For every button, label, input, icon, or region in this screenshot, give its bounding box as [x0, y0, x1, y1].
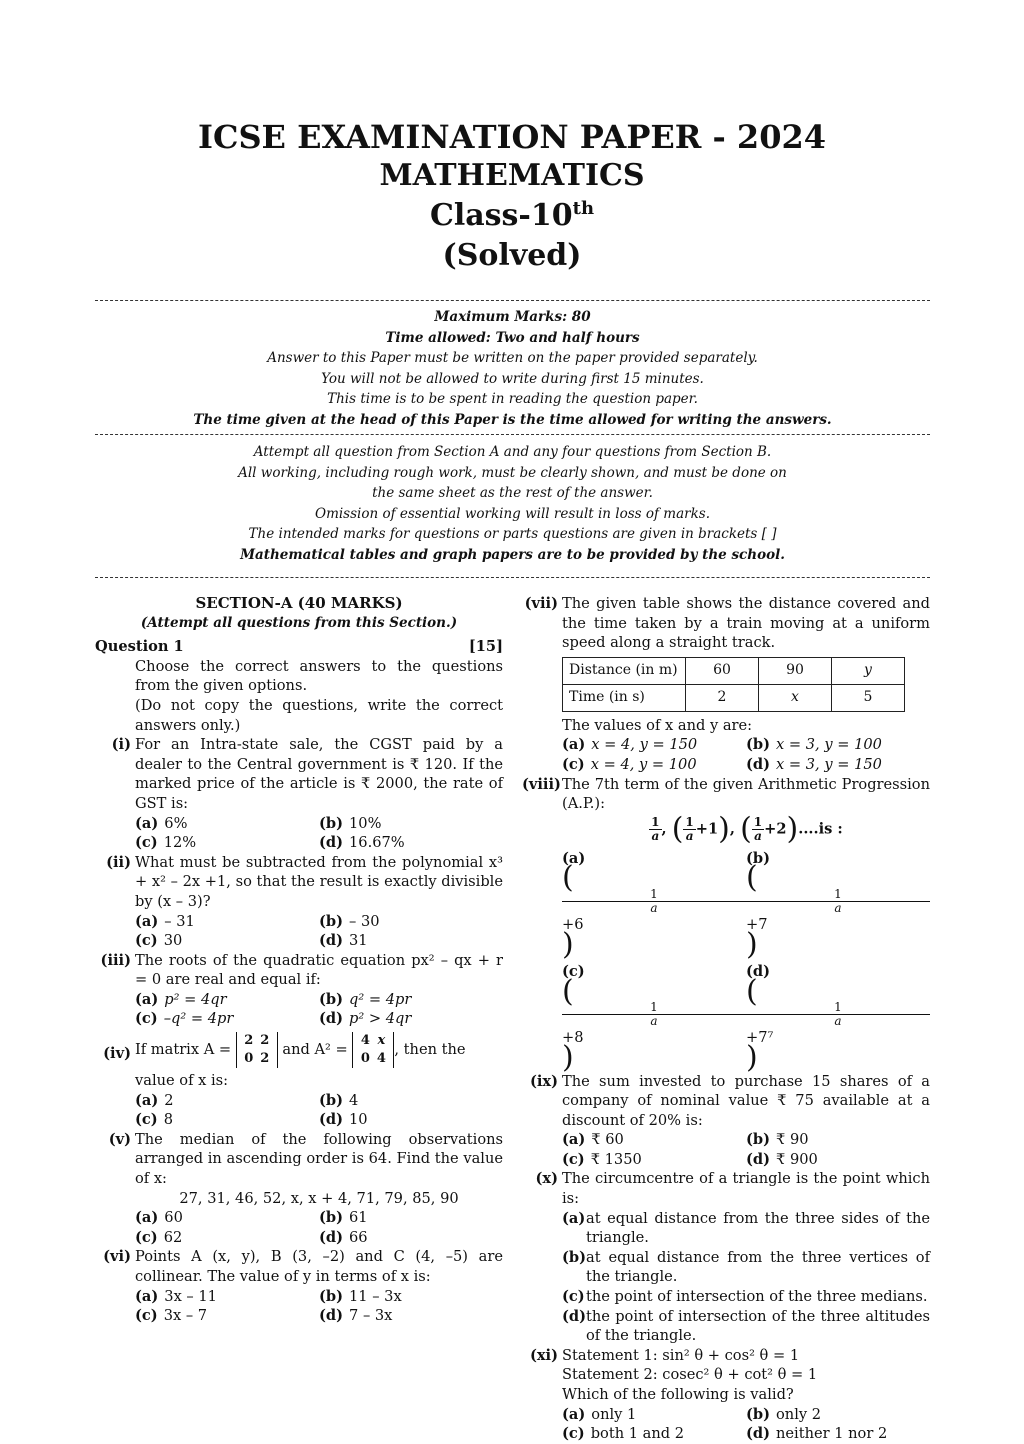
- question-i: (i) For an Intra-state sale, the CGST paid by a dealer to the Central government is ₹ 120. If the marked price of the article is ₹ 2000, the rate of GST is:: [111, 736, 503, 812]
- question-xi: (xi) Statement 1: sin² θ + cos² θ = 1: [529, 1346, 800, 1364]
- left-column: [95, 594, 503, 1326]
- question-vi: (vi) Points A (x, y), B (3, –2) and C (4, –5) are collinear. The value of y in terms of x is:: [103, 1248, 503, 1285]
- option-a: (a) – 31: [135, 912, 195, 930]
- statement-2: Statement 2: cosec² θ + cot² θ = 1: [562, 1366, 818, 1384]
- options-viii: [562, 849, 930, 1075]
- question-ii: (ii) What must be subtracted from the polynomial x³ + x² – 2x +1, so that the result is exactly divisible by (x – 3)?: [106, 853, 503, 910]
- option-d: (d) 10: [319, 1111, 368, 1129]
- question-iv: (iv) If matrix A = 2 2 0 2 and A² = 4 x 0 4, then the: [103, 1033, 466, 1067]
- option-a: (a) ₹ 60: [562, 1131, 624, 1149]
- option-d: (d) neither 1 nor 2: [746, 1425, 888, 1443]
- options-ix: [562, 1130, 930, 1169]
- question-ix: (ix) The sum invested to purchase 15 shares of a company of nominal value ₹ 75 available at a discount of 20% is:: [529, 1072, 930, 1129]
- option-b: (b) at equal distance from the three vertices of the triangle.: [562, 1248, 930, 1286]
- question-marks: [15]: [468, 638, 503, 656]
- instruction-line: The intended marks for questions or parts questions are given in brackets [ ]: [248, 526, 777, 542]
- option-d: (d) 31: [319, 932, 368, 950]
- options-vi: [135, 1287, 503, 1326]
- divider: [95, 300, 930, 301]
- question-note: (Do not copy the questions, write the correct answers only.): [135, 696, 503, 734]
- question-vii-ask: The values of x and y are:: [562, 716, 753, 734]
- max-marks: Maximum Marks: 80: [434, 309, 591, 325]
- option-c: (c) 8: [135, 1111, 173, 1129]
- instruction-line: The time given at the head of this Paper is the time allowed for writing the answers.: [193, 411, 832, 428]
- paper-title: ICSE EXAMINATION PAPER - 2024: [198, 118, 826, 156]
- instruction-line: Answer to this Paper must be written on the paper provided separately.: [267, 350, 758, 366]
- question-vii: (vii) The given table shows the distance covered and the time taken by a train moving at a uniform speed along a straight track.: [524, 595, 930, 652]
- question-intro: Choose the correct answers to the questions from the given options.: [135, 657, 503, 695]
- option-a: (a) 3x – 11: [135, 1287, 217, 1305]
- instruction-line: Attempt all question from Section A and any four questions from Section B.: [253, 444, 772, 460]
- option-d: (d) x = 3, y = 150: [746, 755, 882, 773]
- option-b: (b) 4: [319, 1091, 359, 1109]
- time-allowed: Time allowed: Two and half hours: [385, 329, 640, 346]
- option-c: (c) 12%: [135, 834, 197, 852]
- divider: [95, 577, 930, 578]
- option-a: (a) x = 4, y = 150: [562, 736, 698, 754]
- option-a: (a) 2: [135, 1091, 174, 1109]
- instructions-block-1: [95, 307, 930, 430]
- option-c: (c) 62: [135, 1228, 183, 1246]
- question-viii: (viii) The 7th term of the given Arithmetic Progression (A.P.):: [522, 775, 930, 813]
- option-c: (c) –q² = 4pr: [135, 1010, 234, 1028]
- observations: 27, 31, 46, 52, x, x + 4, 71, 79, 85, 90: [179, 1189, 459, 1207]
- option-a: (a) at equal distance from the three sides of the triangle.: [562, 1209, 930, 1247]
- option-a: (a) 60: [135, 1209, 183, 1227]
- section-subheading: (Attempt all questions from this Section.): [140, 614, 458, 631]
- right-column: [522, 594, 930, 1444]
- ap-sequence: $\frac{1}{a}$ , ( $\frac{1}{a}$ +1), ( $\frac{1}{a}$ +2)....is :: [651, 811, 843, 847]
- question-x: (x) The circumcentre of a triangle is the point which is:: [535, 1170, 930, 1208]
- option-b: (b) ₹ 90: [746, 1131, 809, 1149]
- options-iv: [135, 1091, 503, 1130]
- subject-title: MATHEMATICS: [379, 158, 645, 193]
- instructions-block-2: [95, 442, 930, 565]
- option-d: (d) 66: [319, 1228, 368, 1246]
- option-c: (c) the point of intersection of the three medians.: [562, 1288, 928, 1306]
- option-b: (b) x = 3, y = 100: [746, 736, 882, 754]
- option-b: (b) – 30: [319, 912, 380, 930]
- options-i: [135, 814, 503, 853]
- option-b: (b) ( 1 a +7 ): [746, 849, 930, 954]
- option-a: (a) p² = 4qr: [135, 990, 227, 1008]
- option-c: (c) 30: [135, 932, 183, 950]
- option-c: (c) ( 1 a +8 ): [562, 962, 746, 1067]
- options-ii: [135, 912, 503, 951]
- question-xi-ask: Which of the following is valid?: [562, 1386, 794, 1403]
- distance-time-table: [562, 657, 905, 712]
- options-xi: [562, 1405, 930, 1444]
- options-iii: [135, 990, 503, 1029]
- question-v: (v) The median of the following observations arranged in ascending order is 64. Find the value of x:: [108, 1130, 503, 1188]
- option-d: (d) ( 1 a +7⁷ ): [746, 962, 930, 1067]
- option-b: (b) only 2: [746, 1405, 822, 1423]
- solved-title: (Solved): [442, 238, 582, 273]
- table-row: Time (in s) 2 x 5: [563, 684, 905, 711]
- question-label: Question 1: [95, 638, 184, 656]
- instruction-line: All working, including rough work, must be clearly shown, and must be done on: [238, 464, 787, 481]
- matrix-a-squared: 4 x 0 4: [352, 1032, 394, 1068]
- options-vii: [562, 735, 930, 774]
- matrix-a: 2 2 0 2: [236, 1032, 278, 1068]
- option-a: (a) only 1: [562, 1405, 637, 1423]
- option-c: (c) 3x – 7: [135, 1307, 208, 1325]
- class-title: Class-10th: [429, 198, 595, 233]
- question-iii: (iii) The roots of the quadratic equation px² – qx + r = 0 are real and equal if:: [100, 951, 503, 989]
- question-iv-tail: value of x is:: [135, 1072, 229, 1090]
- instruction-line: You will not be allowed to write during first 15 minutes.: [321, 370, 704, 387]
- instruction-line: Omission of essential working will result in loss of marks.: [315, 505, 710, 522]
- option-d: (d) ₹ 900: [746, 1150, 818, 1168]
- option-d: (d) p² > 4qr: [319, 1010, 412, 1028]
- option-c: (c) both 1 and 2: [562, 1425, 685, 1443]
- option-c: (c) ₹ 1350: [562, 1150, 642, 1168]
- option-b: (b) 10%: [319, 814, 382, 832]
- options-v: [135, 1208, 503, 1247]
- divider: [95, 434, 930, 435]
- option-d: (d) 16.67%: [319, 834, 405, 852]
- option-b: (b) 11 – 3x: [319, 1287, 402, 1305]
- instruction-line: This time is to be spent in reading the question paper.: [327, 391, 698, 407]
- option-b: (b) q² = 4pr: [319, 990, 412, 1008]
- table-row: Distance (in m) 60 90 y: [563, 657, 905, 684]
- option-d: (d) the point of intersection of the three altitudes of the triangle.: [562, 1307, 930, 1345]
- instruction-line: the same sheet as the rest of the answer.: [372, 485, 653, 501]
- instruction-line: Mathematical tables and graph papers are to be provided by the school.: [240, 546, 785, 563]
- option-b: (b) 61: [319, 1209, 368, 1227]
- option-a: (a) ( 1 a +6 ): [562, 849, 746, 954]
- section-heading: SECTION-A (40 MARKS): [195, 594, 403, 612]
- option-d: (d) 7 – 3x: [319, 1307, 393, 1325]
- question-header: [95, 637, 503, 657]
- option-c: (c) x = 4, y = 100: [562, 755, 697, 773]
- option-a: (a) 6%: [135, 814, 188, 832]
